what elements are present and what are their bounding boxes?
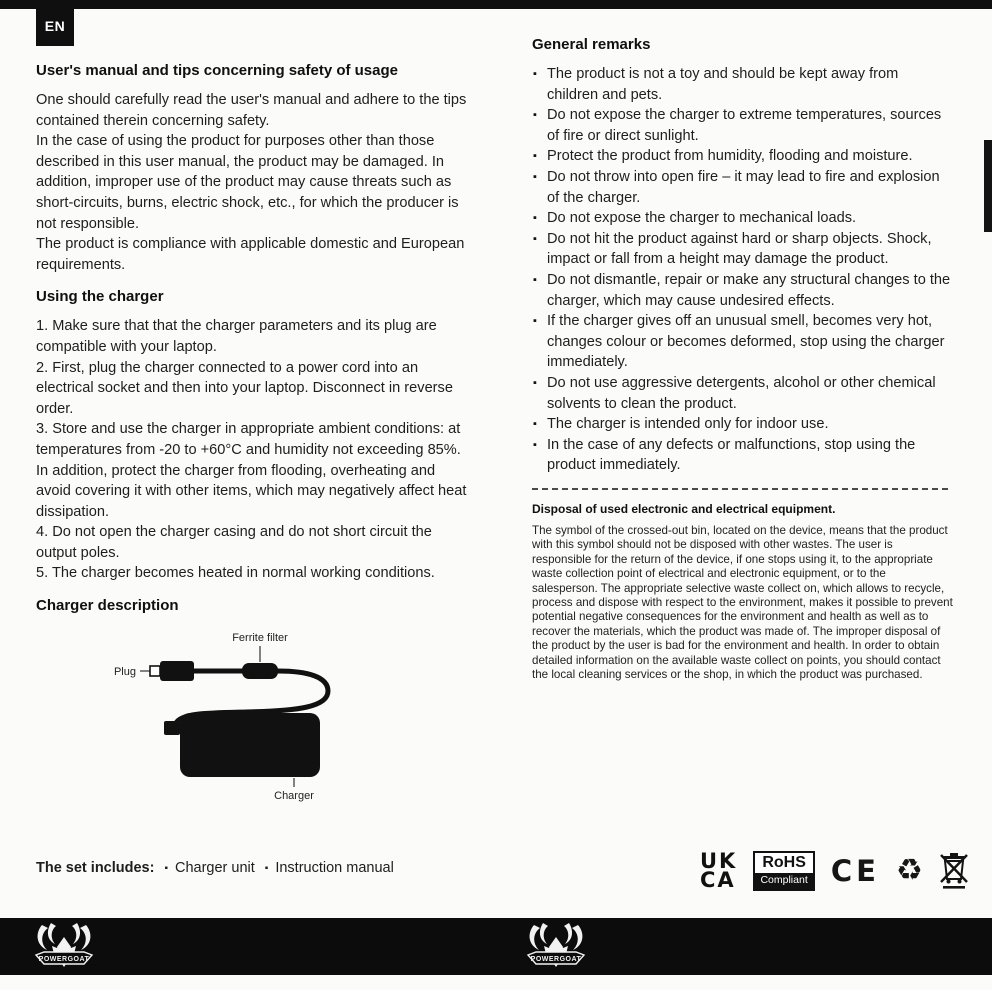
rohs-name: RoHS — [762, 854, 806, 871]
charger-diagram-wrap — [36, 625, 468, 812]
plug-tip-shape — [150, 666, 160, 676]
charger-diagram — [36, 625, 468, 805]
top-edge-bar — [0, 0, 992, 9]
remark-item: ▪ Do not throw into open fire – it may lead to fire and explosion of the charger. — [532, 167, 953, 208]
charger-description-title: Charger description — [36, 597, 179, 615]
set-includes — [36, 858, 394, 880]
ce-mark: CE — [830, 853, 880, 888]
step-item: 5. The charger becomes heated in normal working conditions. — [36, 565, 435, 582]
ukca-line2: CA — [700, 868, 736, 892]
charger-connector-nub — [164, 721, 180, 735]
compliance-marks — [700, 846, 969, 896]
disposal-text: The symbol of the crossed-out bin, located on the device, means that the product with this symbol should not be disposed with other wastes. The user is responsible for the return of the device, if one stops using it, to the appropriate waste collection point of electrical and electronic equipment, or to the salesperson. The appropriate selective waste collect on, which allows to recycle, process and dispose with respect to the environment, makes it possible to prevent potential negative consequences for the environment and health as well as to recover the materials, which the product was made of. The improper disposal of the product by the user is bad for the environment and health. In order to obtain detailed information on the available waste collect on points, you should contact the local cleaning services or the shop, in which the product was purchased. — [532, 523, 953, 681]
remark-item: ▪ Do not expose the charger to extreme temperatures, sources of fire or direct sunlight. — [532, 105, 953, 146]
remark-item: ▪ Do not use aggressive detergents, alcohol or other chemical solvents to clean the product. — [532, 373, 953, 414]
charger-label: Charger — [274, 790, 314, 803]
remark-item: ▪ Do not expose the charger to mechanical loads. — [532, 208, 953, 229]
ferrite-filter-label: Ferrite filter — [232, 632, 288, 645]
charger-steps — [36, 316, 468, 584]
remark-item: ▪ Do not dismantle, repair or make any structural changes to the charger, which may cause undesired effects. — [532, 270, 953, 311]
remark-item: ▪ If the charger gives off an unusual smell, becomes very hot, changes colour or becomes deformed, stop using the charger immediately. — [532, 311, 953, 373]
language-badge — [36, 6, 74, 46]
charger-brick-shape — [180, 713, 320, 777]
powergoat-logo — [524, 921, 588, 971]
remark-item: ▪ Protect the product from humidity, flooding and moisture. — [532, 146, 953, 167]
rohs-mark — [753, 851, 815, 891]
bottom-brand-bar — [0, 918, 992, 975]
powergoat-wordmark: POWERGOAT — [530, 956, 582, 963]
ukca-mark — [700, 848, 738, 892]
step-item: 4. Do not open the charger casing and do not short circuit the output poles. — [36, 524, 432, 561]
safety-section-title: User's manual and tips concerning safety of usage — [36, 62, 398, 79]
rohs-compliant-label: Compliant — [755, 873, 813, 889]
scan-artifact-strip — [984, 140, 992, 232]
ukca-line1: UK — [700, 848, 738, 873]
set-includes-item: ▪ Instruction manual — [255, 860, 394, 876]
left-column — [36, 62, 468, 812]
safety-paragraphs — [36, 90, 468, 275]
powergoat-logo — [32, 921, 96, 971]
remark-item: ▪ Do not hit the product against hard or sharp objects. Shock, impact or fall from a height may damage the product. — [532, 229, 953, 270]
step-item: 3. Store and use the charger in appropriate ambient conditions: at temperatures from -20 to +60°C and humidity not exceeding 85%. In addition, protect the charger from flooding, overheating and avoid covering it with other items, which may negatively affect heat dissipation. — [36, 421, 467, 520]
disposal-title: Disposal of used electronic and electrical equipment. — [532, 501, 836, 516]
powergoat-wordmark: POWERGOAT — [38, 956, 90, 963]
weee-crossed-bin-icon — [939, 852, 969, 890]
dashed-divider — [532, 488, 948, 490]
right-column — [532, 36, 953, 682]
general-remarks-title: General remarks — [532, 36, 651, 53]
plug-body-shape — [160, 661, 194, 681]
set-includes-label: The set includes: — [36, 860, 155, 876]
safety-paragraph: The product is compliance with applicable domestic and European requirements. — [36, 236, 465, 273]
recycle-icon: ♻ — [895, 853, 923, 888]
ferrite-filter-shape — [242, 663, 278, 679]
plug-label: Plug — [113, 666, 136, 679]
remark-item: ▪ The product is not a toy and should be kept away from children and pets. — [532, 64, 953, 105]
set-includes-item: ▪ Charger unit — [154, 860, 254, 876]
using-charger-title: Using the charger — [36, 288, 164, 306]
step-item: 2. First, plug the charger connected to a power cord into an electrical socket and then into your laptop. Disconnect in reverse order. — [36, 359, 453, 417]
remark-item: ▪ In the case of any defects or malfunctions, stop using the product immediately. — [532, 435, 953, 476]
step-item: 1. Make sure that that the charger parameters and its plug are compatible with your laptop. — [36, 318, 437, 355]
safety-paragraph: In the case of using the product for purposes other than those described in this user manual, the product may be damaged. In addition, improper use of the product may cause threats such as short-circuits, burns, electric shock, etc., for which the producer is not responsible. — [36, 133, 459, 232]
language-badge-label: EN — [44, 17, 66, 34]
remark-item: ▪ The charger is intended only for indoor use. — [532, 414, 953, 435]
general-remarks-list — [532, 64, 953, 476]
safety-paragraph: One should carefully read the user's manual and adhere to the tips contained therein concerning safety. — [36, 92, 467, 129]
